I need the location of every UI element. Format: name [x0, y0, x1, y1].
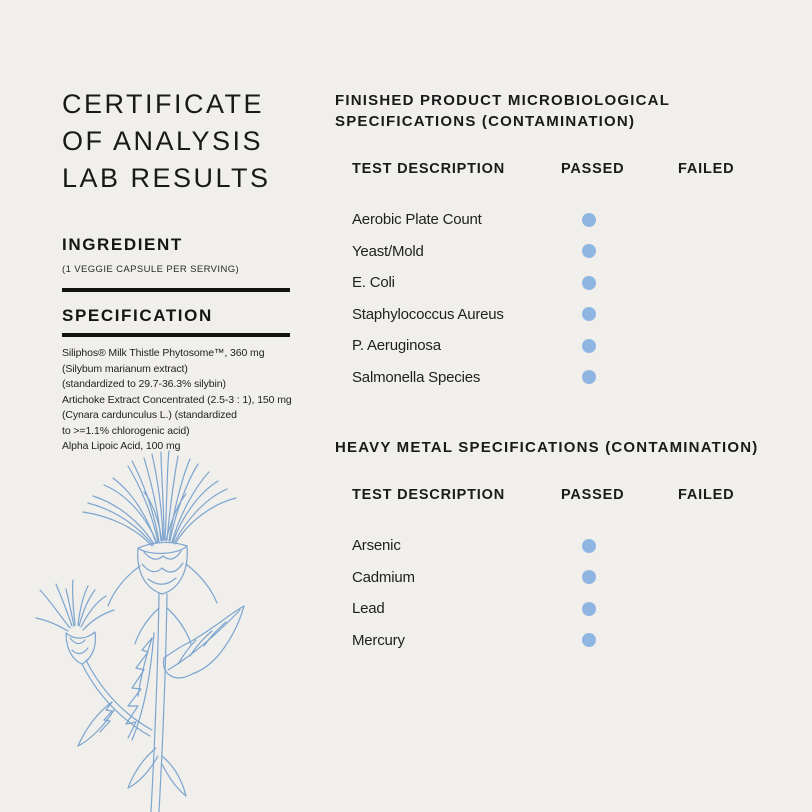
table-row [335, 562, 785, 594]
microbiological-heading: FINISHED PRODUCT MICROBIOLOGICAL SPECIFICATIONS (CONTAMINATION) [335, 92, 670, 130]
table-row [335, 625, 785, 657]
heavy-metal-section [335, 437, 785, 656]
microbiological-section [335, 90, 785, 393]
milk-thistle-line-drawing-svg [28, 448, 313, 812]
page-title-line: OF ANALYSIS [62, 126, 264, 156]
heavy-table-body [335, 530, 785, 656]
specification-text [62, 346, 300, 455]
table-row [335, 362, 785, 394]
right-column [335, 90, 785, 656]
passed-dot-icon [582, 276, 596, 290]
passed-dot-icon [582, 633, 596, 647]
heavy-table-header [335, 487, 785, 505]
test-description: P. Aeruginosa [352, 337, 441, 355]
test-description: Aerobic Plate Count [352, 211, 482, 229]
passed-dot-icon [582, 307, 596, 321]
column-failed: FAILED [678, 161, 735, 177]
passed-dot-icon [582, 213, 596, 227]
milk-thistle-illustration [28, 448, 313, 812]
serving-note: (1 VEGGIE CAPSULE PER SERVING) [62, 264, 240, 275]
page-title [62, 86, 300, 197]
test-description: Arsenic [352, 537, 401, 555]
micro-table-header [335, 161, 785, 179]
table-row [335, 204, 785, 236]
spec-line: Alpha Lipoic Acid, 100 mg [62, 440, 181, 452]
passed-dot-icon [582, 370, 596, 384]
spec-line: to >=1.1% chlorogenic acid) [62, 424, 190, 437]
test-description: Lead [352, 600, 385, 618]
column-failed: FAILED [678, 487, 735, 503]
table-row [335, 299, 785, 331]
column-test-description: TEST DESCRIPTION [352, 161, 505, 177]
test-description: Salmonella Species [352, 368, 481, 386]
test-description: Mercury [352, 631, 405, 649]
spec-line: Siliphos® Milk Thistle Phytosome™, 360 mg [62, 347, 265, 359]
page-title-line: CERTIFICATE [62, 89, 265, 119]
test-description: Staphylococcus Aureus [352, 305, 504, 323]
spec-line: (Cynara cardunculus L.) (standardized [62, 409, 237, 421]
passed-dot-icon [582, 244, 596, 258]
specification-heading: SPECIFICATION [62, 306, 213, 325]
column-test-description: TEST DESCRIPTION [352, 487, 505, 503]
page-title-line: LAB RESULTS [62, 163, 271, 193]
left-column [62, 86, 300, 455]
passed-dot-icon [582, 570, 596, 584]
micro-table-body [335, 204, 785, 393]
divider-rule [62, 288, 290, 292]
spec-line: (standardized to 29.7-36.3% silybin) [62, 378, 226, 390]
test-description: E. Coli [352, 274, 395, 292]
divider-rule [62, 333, 290, 337]
table-row [335, 593, 785, 625]
table-row [335, 530, 785, 562]
test-description: Yeast/Mold [352, 242, 424, 260]
table-row [335, 236, 785, 268]
column-passed: PASSED [561, 161, 625, 177]
ingredient-heading: INGREDIENT [62, 235, 183, 254]
spec-line: Artichoke Extract Concentrated (2.5-3 : 1), 150 mg [62, 393, 292, 406]
table-row [335, 330, 785, 362]
heavy-metal-heading: HEAVY METAL SPECIFICATIONS (CONTAMINATION) [335, 439, 759, 456]
passed-dot-icon [582, 602, 596, 616]
test-description: Cadmium [352, 568, 415, 586]
column-passed: PASSED [561, 487, 625, 503]
spec-line: (Silybum marianum extract) [62, 362, 188, 375]
passed-dot-icon [582, 539, 596, 553]
passed-dot-icon [582, 339, 596, 353]
table-row [335, 267, 785, 299]
